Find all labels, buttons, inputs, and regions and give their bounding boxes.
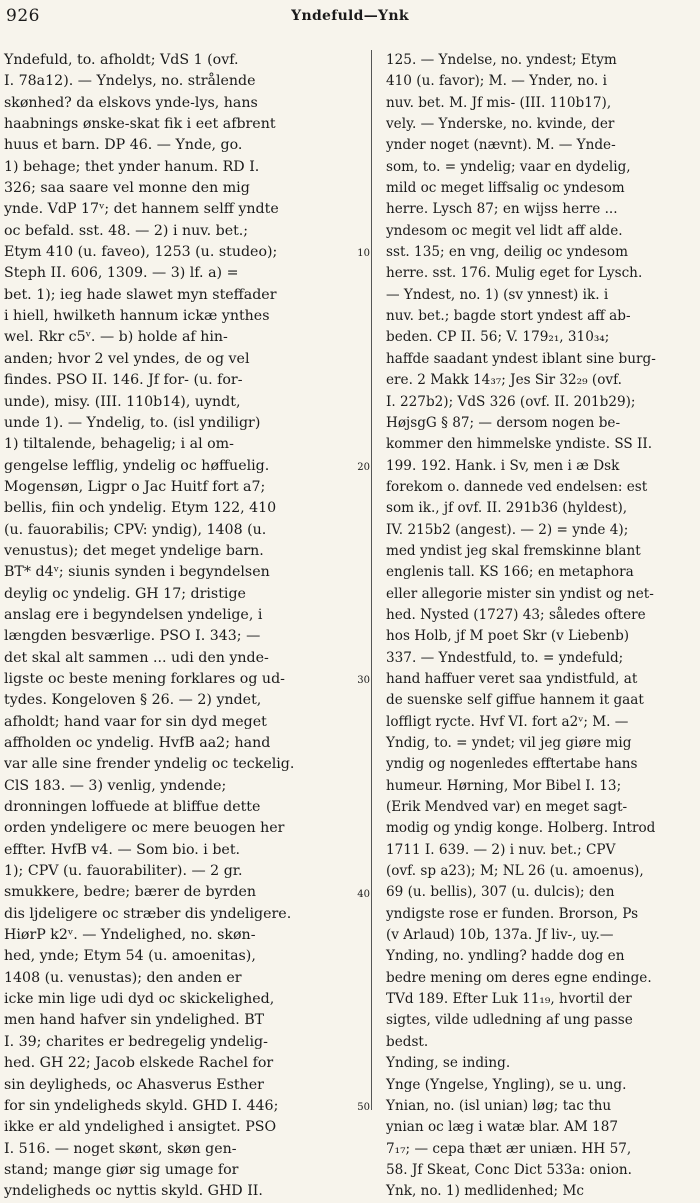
right-column-line: yndesom oc megit vel lidt aff alde. (386, 222, 623, 239)
left-column-line: skønhed? da elskovs ynde-lys, hans (4, 94, 258, 111)
left-column-line: unde), misy. (III. 110b14), uyndt, (4, 393, 241, 410)
left-column-line: 326; saa saare vel monne den mig (4, 180, 250, 197)
right-column-line: bedre mening om deres egne endinge. (386, 969, 652, 986)
right-column-line: yndig og nogenledes efftertabe hans (386, 756, 638, 773)
line-number: 20 (357, 461, 370, 473)
left-column-line: 1) behage; thet ynder hanum. RD I. (4, 158, 260, 175)
right-column-line: beden. CP II. 56; V. 179₂₁, 310₃₄; (386, 329, 610, 346)
line-number: 40 (357, 888, 370, 900)
left-column-line: hed. GH 22; Jacob elskede Rachel for (4, 1055, 274, 1072)
right-column-line: TVd 189. Efter Luk 11₁₉, hvortil der (386, 991, 632, 1008)
left-column-line: ligste oc beste mening forklares og ud- (4, 670, 285, 687)
left-column-line: HiørP k2ᵛ. — Yndelighed, no. skøn- (4, 927, 256, 944)
right-column-line: sst. 135; en vng, deilig oc yndesom (386, 244, 628, 261)
right-column-line: 199. 192. Hank. i Sv, men i æ Dsk (386, 457, 620, 474)
right-column-line: nuv. bet. M. Jf mis- (III. 110b17), (386, 94, 612, 111)
left-column (4, 50, 356, 1200)
page-number: 926 (6, 6, 40, 26)
right-column-line: Ynding, no. yndling? hadde dog en (386, 948, 625, 965)
right-column-line: sigtes, vilde udledning af ung passe (386, 1012, 633, 1029)
right-column-line: kommer den himmelske yndiste. SS II. (386, 436, 653, 453)
right-column-line: Yndig, to. = yndet; vil jeg giøre mig (386, 735, 632, 751)
left-column-line: dronningen loffuede at bliffue dette (4, 799, 261, 816)
right-column-line: — Yndest, no. 1) (sv ynnest) ik. i (386, 286, 609, 303)
left-column-line: I. 78a12). — Yndelys, no. strålende (4, 73, 256, 90)
left-column-line: hed, ynde; Etym 54 (u. amoenitas), (4, 948, 256, 965)
left-column-line: anslag ere i begyndelsen yndelige, i (4, 606, 263, 623)
left-column-line: unde 1). — Yndelig, to. (isl yndiligr) (4, 414, 261, 431)
right-column-line: mild oc meget liffsalig oc yndesom (386, 180, 625, 197)
left-column-line: bet. 1); ieg hade slawet myn steffader (4, 286, 277, 303)
left-column-line: deylig oc yndelig. GH 17; dristige (4, 585, 246, 602)
right-column-line: ynian oc læg i watæ blar. AM 187 (386, 1119, 619, 1136)
right-column-line: Ynk, no. 1) medlidenhed; Mc (386, 1183, 584, 1200)
line-number: 10 (357, 248, 370, 260)
left-column-line: yndeligheds oc nyttis skyld. GHD II. (4, 1183, 263, 1200)
right-column-line: IV. 215b2 (angest). — 2) = ynde 4); (386, 521, 629, 538)
right-column-line: I. 227b2); VdS 326 (ovf. II. 201b29); (386, 393, 636, 410)
left-column-line: Yndefuld, to. afholdt; VdS 1 (ovf. (4, 52, 239, 68)
right-column-line: ere. 2 Makk 14₃₇; Jes Sir 32₂₉ (ovf. (386, 372, 622, 389)
left-column-line: haabnings ønske-skat fik i eet afbrent (4, 116, 276, 133)
right-column-line: haffde saadant yndest iblant sine burg- (386, 350, 656, 367)
column-rule (371, 50, 372, 1110)
right-column-line: (v Arlaud) 10b, 137a. Jf liv-, uy.— (386, 927, 614, 944)
right-column-line: loffligt rycte. Hvf VI. fort a2ᵛ; M. — (386, 713, 629, 730)
line-number: 50 (357, 1102, 370, 1114)
left-column-line: sin deyligheds, oc Ahasverus Esther (4, 1076, 264, 1093)
left-column-line: I. 39; charites er bedregelig yndelig- (4, 1033, 268, 1050)
left-column-line: wel. Rkr c5ᵛ. — b) holde af hin- (4, 329, 228, 346)
right-column-line: 337. — Yndestfuld, to. = yndefuld; (386, 649, 624, 666)
left-column-line: men hand hafver sin yndelighed. BT (4, 1012, 265, 1029)
right-column-line: (Erik Mendved var) en meget sagt- (386, 799, 628, 816)
right-column-line: Ynian, no. (isl unian) løg; tac thu (386, 1097, 612, 1114)
left-column-line: affholden oc yndelig. HvfB aa2; hand (4, 735, 271, 751)
right-column-line: de suenske self giffue hannem it gaat (386, 692, 644, 709)
right-column-line: vely. — Ynderske, no. kvinde, der (386, 116, 615, 133)
left-column-line: huus et barn. DP 46. — Ynde, go. (4, 137, 243, 154)
left-column-line: for sin yndeligheds skyld. GHD I. 446; (4, 1097, 279, 1114)
right-column (386, 50, 698, 1200)
left-column-line: ClS 183. — 3) venlig, yndende; (4, 777, 227, 794)
left-column-line: icke min lige udi dyd oc skickelighed, (4, 991, 275, 1008)
left-column-line: anden; hvor 2 vel yndes, de og vel (4, 350, 250, 367)
right-column-line: som ik., jf ovf. II. 291b36 (hyldest), (386, 500, 628, 517)
running-head: Yndefuld—Ynk (291, 8, 409, 24)
right-column-line: Ynding, se inding. (386, 1055, 511, 1072)
right-column-line: humeur. Hørning, Mor Bibel I. 13; (386, 777, 622, 794)
left-column-line: Etym 410 (u. faveo), 1253 (u. studeo); (4, 244, 278, 261)
right-column-line: som, to. = yndelig; vaar en dydelig, (386, 158, 631, 175)
right-column-line: bedst. (386, 1033, 429, 1050)
left-column-line: findes. PSO II. 146. Jf for- (u. for- (4, 372, 243, 389)
left-column-line: smukkere, bedre; bærer de byrden (4, 884, 257, 901)
left-column-line: i hiell, hwilketh hannum ickæ ynthes (4, 308, 270, 325)
right-column-line: 69 (u. bellis), 307 (u. dulcis); den (386, 884, 615, 901)
column-gutter (356, 50, 386, 1114)
right-column-line: modig og yndig konge. Holberg. Introd (386, 820, 656, 837)
right-column-line: 58. Jf Skeat, Conc Dict 533a: onion. (386, 1161, 632, 1178)
left-column-line: (u. fauorabilis; CPV: yndig), 1408 (u. (4, 521, 267, 538)
left-column-line: dis ljdeligere oc stræber dis yndeligere. (4, 905, 292, 922)
left-column-line: ikke er ald yndelighed i ansigtet. PSO (4, 1119, 277, 1136)
left-column-line: gengelse lefflig, yndelig oc høffuelig. (4, 457, 270, 474)
right-column-line: 125. — Yndelse, no. yndest; Etym (386, 52, 617, 68)
right-column-line: hos Holb, jf M poet Skr (v Liebenb) (386, 628, 630, 645)
right-column-line: 410 (u. favor); M. — Ynder, no. i (386, 73, 607, 90)
right-column-line: (ovf. sp a23); M; NL 26 (u. amoenus), (386, 863, 644, 880)
left-column-line: 1408 (u. venustas); den anden er (4, 969, 242, 986)
left-column-line: afholdt; hand vaar for sin dyd meget (4, 713, 267, 730)
right-column-line: herre. sst. 176. Mulig eget for Lysch. (386, 265, 643, 282)
left-column-line: bellis, fiin och yndelig. Etym 122, 410 (4, 500, 277, 517)
left-column-line: Mogensøn, Ligpr o Jac Huitf fort a7; (4, 478, 266, 495)
left-column-line: orden yndeligere oc mere beuogen her (4, 820, 285, 837)
right-column-line: nuv. bet.; bagde stort yndest aff ab- (386, 308, 631, 325)
left-column-line: 1); CPV (u. fauorabiliter). — 2 gr. (4, 863, 243, 880)
left-column-line: Steph II. 606, 1309. — 3) lf. a) = (4, 265, 239, 282)
right-column-line: herre. Lysch 87; en wijss herre ... (386, 201, 618, 218)
right-column-line: eller allegorie mister sin yndist og net- (386, 585, 654, 602)
right-column-line: forekom o. dannede ved endelsen: est (386, 478, 648, 495)
left-column-line: BT* d4ᵛ; siunis synden i begyndelsen (4, 564, 270, 581)
left-column-line: oc befald. sst. 48. — 2) i nuv. bet.; (4, 222, 249, 239)
left-column-line: var alle sine frender yndelig oc teckelig. (4, 756, 295, 773)
right-column-line: HøjsgG § 87; — dersom nogen be- (386, 414, 621, 431)
right-column-line: yndigste rose er funden. Brorson, Ps (386, 905, 639, 922)
page-header (0, 6, 700, 30)
left-column-line: I. 516. — noget skønt, skøn gen- (4, 1140, 237, 1157)
line-number: 30 (357, 675, 370, 687)
right-column-line: hand haffuer veret saa yndistfuld, at (386, 670, 638, 687)
left-column-line: det skal alt sammen ... udi den ynde- (4, 649, 269, 666)
left-column-line: ynde. VdP 17ᵛ; det hannem selff yndte (4, 201, 279, 218)
right-column-line: med yndist jeg skal fremskinne blant (386, 542, 641, 559)
left-column-line: 1) tiltalende, behagelig; i al om- (4, 436, 234, 453)
right-column-line: 1711 I. 639. — 2) i nuv. bet.; CPV (386, 841, 616, 858)
left-column-line: tydes. Kongeloven § 26. — 2) yndet, (4, 692, 262, 709)
right-column-line: 7₁₇; — cepa thæt ær uniæn. HH 57, (386, 1140, 632, 1157)
right-column-line: ynder noget (nævnt). M. — Ynde- (386, 137, 616, 154)
left-column-line: længden besværlige. PSO I. 343; — (4, 628, 261, 645)
right-column-line: hed. Nysted (1727) 43; således oftere (386, 606, 646, 623)
left-column-line: venustus); det meget yndelige barn. (4, 542, 264, 559)
right-column-line: englenis tall. KS 166; en metaphora (386, 564, 634, 581)
right-column-line: Ynge (Yngelse, Yngling), se u. ung. (386, 1076, 627, 1093)
left-column-line: stand; mange giør sig umage for (4, 1161, 239, 1178)
left-column-line: effter. HvfB v4. — Som bio. i bet. (4, 841, 241, 858)
